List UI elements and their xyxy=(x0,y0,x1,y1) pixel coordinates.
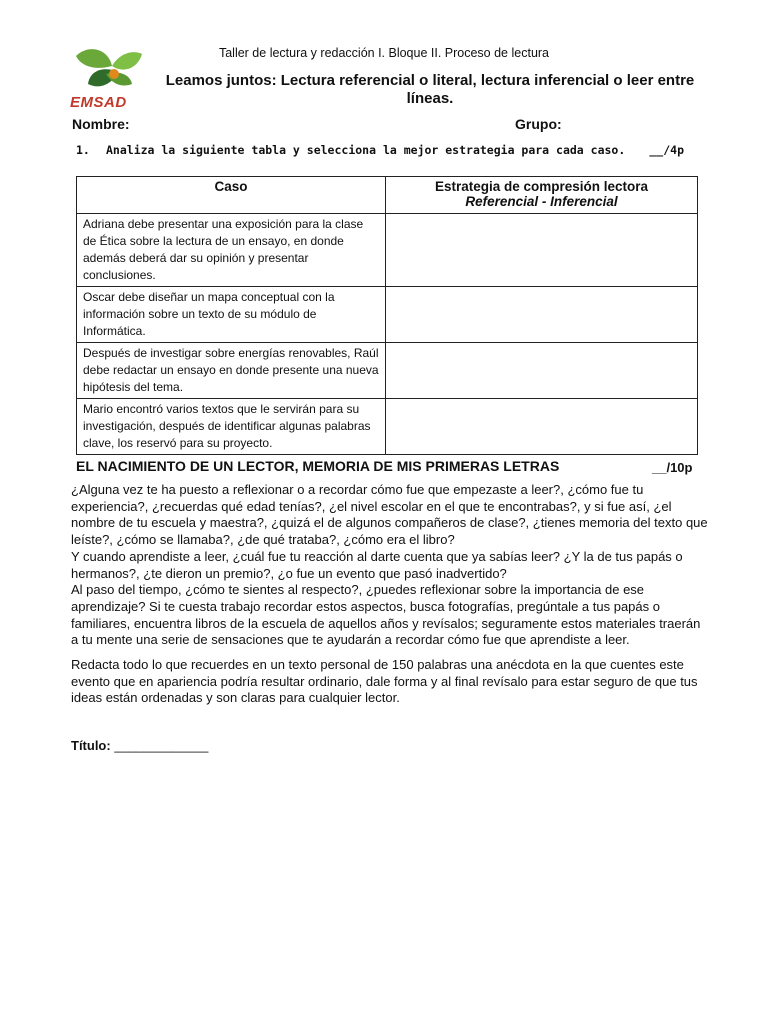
page-title: Leamos juntos: Lectura referencial o literal, lectura inferencial o leer entre líneas. xyxy=(165,72,695,107)
answer-cell[interactable] xyxy=(386,287,698,343)
section-title: EL NACIMIENTO DE UN LECTOR, MEMORIA DE MIS PRIMERAS LETRAS xyxy=(76,458,560,474)
case-cell: Adriana debe presentar una exposición para la clase de Ética sobre la lectura de un ensayo, en donde además deberá dar su opinión y presentar conclusiones. xyxy=(77,214,386,287)
table-row xyxy=(77,343,698,399)
case-cell: Mario encontró varios textos que le servirán para su investigación, después de identificar algunas palabras clave, los reservó para su proyecto. xyxy=(77,399,386,455)
titulo-line: _____________ xyxy=(114,738,209,753)
question-number: 1. xyxy=(76,143,90,157)
table-row xyxy=(77,214,698,287)
col-header-caso: Caso xyxy=(77,177,386,214)
case-cell: Después de investigar sobre energías renovables, Raúl debe redactar un ensayo en donde presente una nueva hipótesis del tema. xyxy=(77,343,386,399)
col-header-estrategia-title: Estrategia de compresión lectora xyxy=(434,179,649,194)
paragraph: Y cuando aprendiste a leer, ¿cuál fue tu reacción al darte cuenta que ya sabías leer? ¿Y la de tus papás o hermanos?, ¿te dieron un premio?, ¿o fue un evento que pasó inadvertido? xyxy=(71,548,683,581)
question-points: __/4p xyxy=(649,143,684,157)
paragraph: Redacta todo lo que recuerdes en un texto personal de 150 palabras una anécdota en la que cuentes este evento que en apariencia podría resultar ordinario, dale forma y al final revísalo para estar seguro de que tus ideas están ordenadas y son claras para cualquier lector. xyxy=(71,657,698,706)
titulo-field[interactable] xyxy=(71,738,208,753)
paragraph: Al paso del tiempo, ¿cómo te sientes al respecto?, ¿puedes reflexionar sobre la importancia de ese aprendizaje? Si te cuesta trabajo recordar estos aspectos, busca fotografías, pregúntale a tus papás o familiares, encuentra libros de la escuela de aquellos años y revísalos; seguramente estos materiales traerán a tu mente una serie de sensaciones que te ayudarán a recordar cómo fue que aprendiste a leer. xyxy=(71,582,701,648)
table-row xyxy=(77,399,698,455)
nombre-label: Nombre: xyxy=(72,116,130,132)
table-row xyxy=(77,287,698,343)
grupo-label: Grupo: xyxy=(515,116,562,132)
question-text: Analiza la siguiente tabla y selecciona la mejor estrategia para cada caso. xyxy=(106,143,626,157)
strategy-table xyxy=(76,176,698,455)
section-body xyxy=(71,482,711,715)
col-header-estrategia xyxy=(386,177,698,214)
paragraph: ¿Alguna vez te ha puesto a reflexionar o a recordar cómo fue que empezaste a leer?, ¿cómo fue tu experiencia?, ¿recuerdas qué edad tenías?, ¿el nivel escolar en el que te encontrabas?, y si fue así, ¿el nombre de tu escuela y maestra?, ¿quizá el de algunos compañeros de clase?, ¿tienes memoria del texto que leíste?, ¿cómo se llamaba?, ¿de qué trataba?, ¿cómo era el libro? xyxy=(71,482,708,548)
section-points: __/10p xyxy=(652,460,693,475)
case-cell: Oscar debe diseñar un mapa conceptual con la información sobre un texto de su módulo de Informática. xyxy=(77,287,386,343)
logo-text: EMSAD xyxy=(70,94,127,111)
course-line: Taller de lectura y redacción I. Bloque II. Proceso de lectura xyxy=(218,46,550,60)
titulo-label: Título: xyxy=(71,738,111,753)
col-header-estrategia-sub: Referencial - Inferencial xyxy=(465,194,618,209)
answer-cell[interactable] xyxy=(386,343,698,399)
answer-cell[interactable] xyxy=(386,399,698,455)
question-1 xyxy=(76,143,696,157)
answer-cell[interactable] xyxy=(386,214,698,287)
